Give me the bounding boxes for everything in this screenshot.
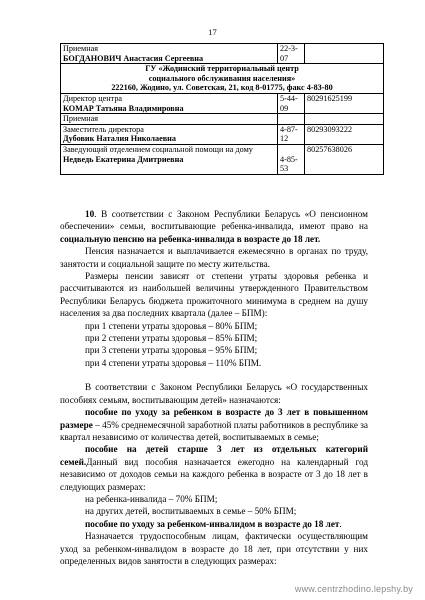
paragraph-childcare-benefit: пособие по уходу за ребенком в возрасте до 3 лет в повышенном размере – 45% среднемесячной заработной платы работников в республике за квартал независимо от количества детей, воспитываемых в семье; [60, 407, 368, 442]
org-line-1: ГУ «Жодинский территориальный центр [145, 64, 299, 74]
role-text: Приемная [63, 44, 98, 53]
list-item: при 2 степени утраты здоровья – 85% БПМ; [85, 333, 258, 344]
role-text: Приемная [63, 114, 98, 124]
table-cell-code: 4-87-12 [278, 124, 305, 144]
paragraph-pension-right: 10. В соответствии с Законом Республики Беларусь «О пенсионном обеспечении» семьи, воспитывающие ребенка-инвалида, имеют право на социальную пенсию на ребенка-инвалида в возрасте до 18 лет. [60, 209, 368, 244]
paragraph-disabled-care-benefit: пособие по уходу за ребенком-инвалидом в возрасте до 18 лет. [85, 518, 342, 529]
person-name: БОГДАНОВИЧ Анастасия Сергеевна [63, 53, 204, 63]
bold-phrase: социальную пенсию на ребенка-инвалида в возрасте до 18 лет. [60, 233, 321, 244]
list-item: на ребенка-инвалида – 70% БПМ; [85, 493, 218, 504]
bold-phrase: пособие по уходу за ребенком в возрасте до 3 лет в повышенном размере [60, 407, 368, 430]
bold-phrase: пособие по уходу за ребенком-инвалидом в возрасте до 18 лет [85, 518, 340, 529]
contacts-table [60, 43, 384, 175]
table-cell-role [61, 124, 278, 144]
page-number: 17 [208, 27, 217, 37]
list-item: при 4 степени утраты здоровья – 110% БПМ. [85, 357, 262, 368]
bold-phrase: пособие на детей старше 3 лет из отдельных категорий семей. [60, 444, 368, 467]
paragraph-pension-payment: Пенсия назначается и выплачивается ежемесячно в органах по труду, занятости и социальной защите по месту жительства. [60, 246, 368, 269]
table-cell-phone: 80293093222 [305, 124, 384, 144]
paragraph-care-assignment: Назначается трудоспособным лицам, фактически осуществляющим уход за ребенком-инвалидом в возрасте до 18 лет, при отсутствии у них определенных видов занятости в следующих размерах: [60, 531, 368, 566]
table-cell-phone: 80257638026 [305, 144, 384, 174]
list-item: на других детей, воспитываемых в семье – 50% БПМ; [85, 506, 297, 517]
section-10-body [60, 208, 368, 567]
list-item: при 3 степени утраты здоровья – 95% БПМ; [85, 345, 258, 356]
organization-header [61, 64, 384, 94]
role-text: Заместитель директора [63, 124, 144, 134]
org-address: 222160, Жодино, ул. Советская, 21, код 8-01775, факс 4-83-80 [111, 83, 333, 93]
site-watermark: www.centrzhodino.lepshy.by [294, 584, 413, 594]
code-text: 4-85-53 [280, 154, 298, 174]
paragraph-benefits-law: В соответствии с Законом Республики Беларусь «О государственных пособиях семьям, воспитывающим детей» назначаются: [60, 382, 368, 405]
table-cell-code [278, 144, 305, 174]
table-cell-phone [305, 44, 384, 64]
list-item: при 1 степени утраты здоровья – 80% БПМ; [85, 320, 258, 331]
person-name: Дубовик Наталия Николаевна [63, 134, 176, 144]
table-row [61, 144, 384, 174]
table-cell-phone: 80291625199 [305, 93, 384, 113]
paragraph-pension-size: Размеры пенсии зависят от степени утраты здоровья ребенка и рассчитываются из наибольшей величины утвержденного Правительством Республики Беларусь бюджета прожиточного минимума в среднем на душу населения за два последних квартала (далее – БПМ): [60, 271, 368, 319]
section-number: 10 [85, 209, 95, 219]
person-name: Недведь Екатерина Дмитриевна [63, 154, 184, 164]
table-row [61, 64, 384, 94]
table-cell-code: 22-3-07 [278, 44, 305, 64]
paragraph-children-over-3: пособие на детей старше 3 лет из отдельных категорий семей.Данный вид пособия назначается ежегодно на календарный год независимо от доходов семьи на каждого ребенка в возрасте от 3 до 18 лет в следующих размерах: [60, 444, 368, 492]
table-cell-role [61, 44, 278, 64]
table-row [61, 93, 384, 113]
role-text: Директор центра [63, 93, 123, 103]
table-row [61, 124, 384, 144]
table-cell-code [278, 114, 305, 125]
table-row [61, 114, 384, 125]
person-name: КОМАР Татьяна Владимировна [63, 103, 184, 113]
table-row [61, 44, 384, 64]
table-cell-phone [305, 114, 384, 125]
role-text: Заведующий отделением социальной помощи на дому [63, 144, 253, 154]
table-cell-code: 5-44-09 [278, 93, 305, 113]
spacer [60, 369, 368, 381]
table-cell-role [61, 144, 278, 174]
table-cell-role [61, 114, 278, 125]
table-cell-role [61, 93, 278, 113]
org-line-2: социального обслуживания населения» [148, 73, 296, 83]
